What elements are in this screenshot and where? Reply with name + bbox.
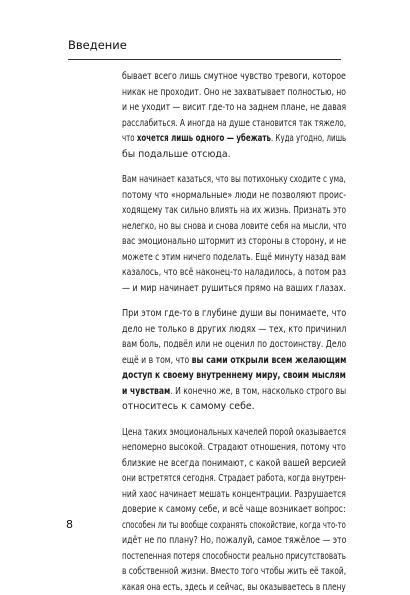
text-line bbox=[122, 549, 294, 565]
text-run: — и мир начинает рушиться прямо на ваших глазах. bbox=[122, 283, 346, 294]
text-run: бывает всего лишь смутное чувство тревоги, которое bbox=[122, 71, 346, 82]
paragraph-gap bbox=[122, 296, 346, 306]
text-run: Вам начинает казаться, что вы потихоньку сходите с ума, bbox=[122, 174, 346, 185]
text-run: ний хаос начинает мешать концентрации. Разрушается bbox=[122, 489, 346, 500]
paragraph bbox=[122, 172, 346, 296]
text-run: постепенная потеря способности реально присутствовать bbox=[122, 551, 346, 562]
text-line bbox=[122, 203, 301, 219]
text-run: бы подальше отсюда. bbox=[122, 149, 231, 160]
bold-text: вы сами открыли всем желающим bbox=[192, 355, 347, 366]
text-run: они встретятся сегодня. Страдает работа, когда внутрен- bbox=[122, 473, 346, 484]
paragraph bbox=[122, 425, 346, 595]
text-run: никак не проходит. Оно не захватывает полностью, но bbox=[122, 87, 346, 98]
bold-text: и чувствам bbox=[122, 386, 170, 397]
text-line bbox=[122, 100, 305, 116]
text-line bbox=[122, 116, 299, 132]
text-run: казалось, что всё наконец-то наладилось, а потом раз bbox=[122, 267, 346, 278]
text-line bbox=[122, 306, 317, 322]
text-run: идёт не по плану? Но, пожалуй, самое тяжёлое — это bbox=[122, 535, 346, 546]
text-line bbox=[122, 487, 302, 503]
text-run: вам боль, подвёл или не оценил по достоинству. Дело bbox=[122, 339, 346, 350]
text-line bbox=[122, 322, 314, 338]
text-run: потому что «нормальные» люди не позволяют проис- bbox=[122, 190, 346, 201]
page-number: 8 bbox=[66, 518, 73, 531]
text-line bbox=[122, 440, 305, 456]
text-line bbox=[122, 399, 346, 415]
text-line bbox=[122, 518, 286, 534]
text-line bbox=[122, 69, 309, 85]
text-line bbox=[122, 471, 294, 487]
text-run: ещё и в том, что bbox=[122, 355, 192, 366]
text-run: вас эмоционально штормит из стороны в сторону, и не bbox=[122, 236, 346, 247]
text-line bbox=[122, 425, 301, 441]
running-head: Введение bbox=[68, 38, 127, 52]
paragraph bbox=[122, 69, 346, 162]
text-run: можете с этим ничего поделать. Ещё минуту назад вам bbox=[122, 252, 346, 263]
text-line bbox=[122, 456, 311, 472]
text-run: что bbox=[122, 133, 137, 144]
text-line bbox=[122, 219, 301, 235]
text-line bbox=[122, 85, 305, 101]
header-rule bbox=[68, 59, 341, 60]
text-run: какая она есть, здесь и сейчас, вы оказываетесь в плену bbox=[122, 582, 346, 593]
text-line bbox=[122, 337, 307, 353]
text-line bbox=[122, 384, 305, 400]
text-run: и не уходит — висит где-то на заднем плане, не давая bbox=[122, 102, 346, 113]
text-run: в собственной жизни. Вместо того чтобы жить её такой, bbox=[122, 566, 346, 577]
text-line bbox=[122, 353, 306, 369]
bold-text: хочется лишь одного — убежать bbox=[137, 133, 271, 144]
text-run: нелегко, но вы снова и снова ловите себя на мысли, что bbox=[122, 221, 346, 232]
text-line bbox=[122, 368, 303, 384]
text-run: близкие не всегда понимают, с какой вашей версией bbox=[122, 458, 346, 469]
text-run: Цена таких эмоциональных качелей порой оказывается bbox=[122, 427, 346, 438]
text-run: дело не только в других людях — тех, кто причинил bbox=[122, 324, 346, 335]
text-run: доверие к самому себе, и всё чаще возникает вопрос: bbox=[122, 504, 346, 515]
paragraph bbox=[122, 306, 346, 415]
text-line bbox=[122, 234, 305, 250]
text-line bbox=[122, 188, 310, 204]
text-run: ходящему так сильно влиять на их жизнь. Признать это bbox=[122, 205, 346, 216]
text-run: относитесь к самому себе. bbox=[122, 401, 255, 412]
text-line bbox=[122, 533, 309, 549]
text-line bbox=[122, 131, 290, 147]
paragraph-gap bbox=[122, 162, 346, 172]
text-line bbox=[122, 265, 307, 281]
text-line bbox=[122, 580, 298, 595]
text-run: непомерно высокой. Страдают отношения, потому что bbox=[122, 442, 346, 453]
text-line bbox=[122, 281, 313, 297]
text-line bbox=[122, 172, 294, 188]
text-line bbox=[122, 564, 299, 580]
paragraph-gap bbox=[122, 415, 346, 425]
text-run: способен ли ты вообще сохранять спокойствие, когда что-то bbox=[122, 520, 346, 531]
text-line bbox=[122, 250, 302, 266]
bold-text: доступ к своему внутреннему миру, своим мыслям bbox=[122, 370, 346, 381]
text-run: . Куда угодно, лишь bbox=[271, 133, 346, 144]
body-text bbox=[122, 69, 346, 595]
text-line bbox=[122, 502, 308, 518]
text-run: . И конечно же, в том, насколько строго вы bbox=[170, 386, 346, 397]
text-run: При этом где-то в глубине души вы понимаете, что bbox=[122, 308, 346, 319]
text-run: расслабиться. А иногда на душе становится так тяжело, bbox=[122, 118, 346, 129]
text-line bbox=[122, 147, 346, 163]
